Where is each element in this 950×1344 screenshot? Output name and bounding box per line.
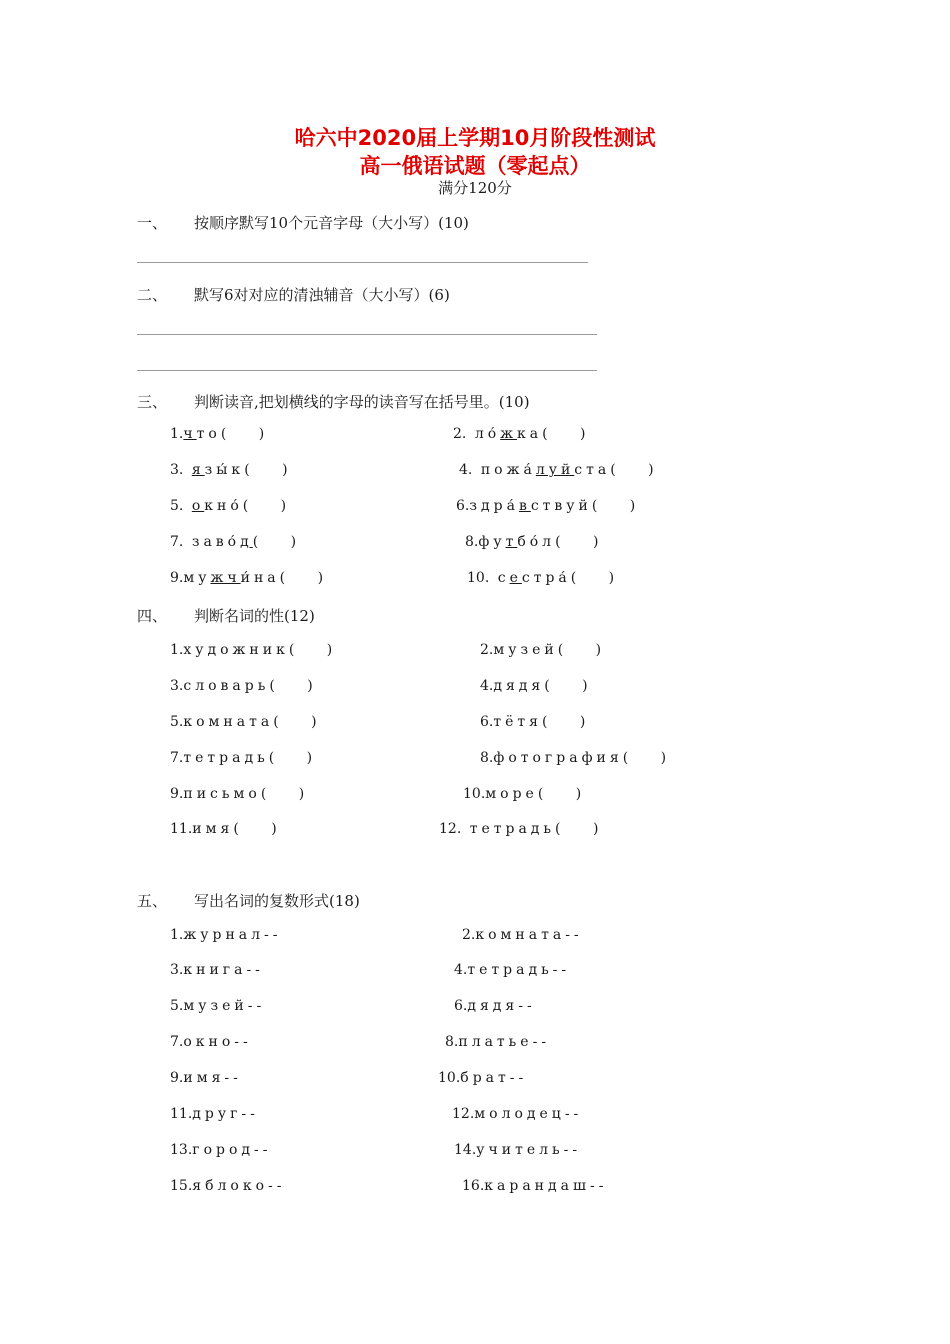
answer-blank[interactable]: ( )	[279, 570, 338, 586]
section-4-heading	[137, 605, 737, 625]
answer-blank[interactable]: ( )	[570, 570, 629, 586]
plural-item: 8.платье--	[445, 1034, 551, 1050]
answer-blank[interactable]: ( )	[242, 498, 301, 514]
plural-item: 15.яблоко--	[170, 1178, 286, 1194]
section-1-heading	[137, 212, 737, 232]
underlined-letter: д	[240, 534, 253, 550]
answer-blank[interactable]: ( )	[591, 498, 650, 514]
pronunciation-item: 8.футбо́л( )	[465, 534, 613, 550]
pronunciation-item: 6.здра́вствуй( )	[456, 498, 650, 514]
plural-item: 4.тетрадь--	[454, 962, 571, 978]
answer-blank[interactable]: ( )	[544, 678, 602, 694]
pronunciation-item: 7. заво́д( )	[170, 534, 311, 550]
answer-blank[interactable]: ( )	[233, 821, 291, 837]
answer-blank[interactable]: ( )	[268, 750, 327, 766]
title-line-1: 哈六中2020届上学期10月阶段性测试	[294, 126, 656, 150]
answer-blank[interactable]: ( )	[273, 714, 331, 730]
section-text: 判断名词的性(12)	[194, 607, 315, 625]
plural-item: 12.молодец--	[452, 1106, 583, 1122]
pronunciation-item: 4. пожа́луйста( )	[459, 462, 668, 478]
answer-field[interactable]: молодец--	[474, 1106, 583, 1122]
plural-item: 13.город--	[170, 1142, 272, 1158]
gender-item: 8.фотография( )	[480, 750, 681, 766]
answer-field[interactable]: тетрадь--	[467, 962, 571, 978]
answer-field[interactable]: друг--	[192, 1106, 259, 1122]
section-number: 一、	[137, 214, 168, 232]
section-number: 四、	[137, 607, 168, 625]
answer-blank[interactable]: ( )	[557, 642, 616, 658]
answer-field[interactable]: яблоко--	[192, 1178, 286, 1194]
score-label: 满分120分	[438, 179, 512, 197]
section-text: 默写6对对应的清浊辅音（大小写）(6)	[194, 286, 450, 304]
gender-item: 1.художник( )	[170, 642, 347, 658]
answer-blank[interactable]: ( )	[537, 786, 596, 802]
answer-field[interactable]: дядя--	[467, 998, 536, 1014]
answer-blank[interactable]: ( )	[220, 426, 279, 442]
plural-item: 5.музей--	[170, 998, 266, 1014]
section-text: 判断读音,把划横线的字母的读音写在括号里。(10)	[194, 393, 530, 411]
answer-blank[interactable]: ( )	[260, 786, 319, 802]
answer-blank[interactable]: ( )	[555, 821, 613, 837]
section-number: 二、	[137, 286, 168, 304]
answer-field[interactable]: город--	[192, 1142, 272, 1158]
answer-field[interactable]: книга--	[183, 962, 264, 978]
answer-blank[interactable]: ( )	[244, 462, 302, 478]
answer-blank[interactable]: ( )	[610, 462, 668, 478]
plural-item: 16.карандаш--	[462, 1178, 608, 1194]
gender-item: 10.море( )	[463, 786, 596, 802]
section-2-heading	[137, 284, 737, 304]
pronunciation-item: 1.что( )	[170, 426, 279, 442]
answer-field[interactable]: платье--	[458, 1034, 551, 1050]
answer-line[interactable]	[137, 262, 588, 263]
answer-line[interactable]	[137, 370, 597, 371]
underlined-letter: я	[191, 462, 205, 478]
plural-item: 6.дядя--	[454, 998, 536, 1014]
section-number: 五、	[137, 892, 168, 910]
section-text: 按顺序默写10个元音字母（大小写）(10)	[194, 214, 469, 232]
pronunciation-item: 2. ло́жка( )	[453, 426, 600, 442]
gender-item: 5.комната( )	[170, 714, 331, 730]
answer-field[interactable]: музей--	[183, 998, 266, 1014]
answer-field[interactable]: имя--	[183, 1070, 242, 1086]
plural-item: 3.книга--	[170, 962, 264, 978]
gender-item: 4.дядя( )	[480, 678, 602, 694]
section-number: 三、	[137, 393, 168, 411]
section-5-heading	[137, 890, 737, 910]
gender-item: 6.тётя( )	[480, 714, 600, 730]
section-3-heading	[137, 391, 837, 411]
underlined-letter: ж	[500, 426, 518, 442]
plural-item: 9.имя--	[170, 1070, 242, 1086]
answer-field[interactable]: окно--	[183, 1034, 252, 1050]
answer-blank[interactable]: ( )	[269, 678, 327, 694]
gender-item: 12. тетрадь( )	[439, 821, 613, 837]
plural-item: 7.окно--	[170, 1034, 252, 1050]
plural-item: 2.комната--	[462, 927, 583, 943]
gender-item: 3.словарь( )	[170, 678, 327, 694]
underlined-letter: т	[505, 534, 518, 550]
answer-field[interactable]: журнал--	[183, 927, 282, 943]
plural-item: 11.друг--	[170, 1106, 259, 1122]
plural-item: 1.журнал--	[170, 927, 282, 943]
answer-field[interactable]: карандаш--	[484, 1178, 608, 1194]
underlined-letter: в	[518, 498, 531, 514]
answer-field[interactable]: брат--	[460, 1070, 528, 1086]
gender-item: 9.письмо( )	[170, 786, 319, 802]
underlined-letter: жч	[210, 570, 241, 586]
pronunciation-item: 9.мужчи́на( )	[170, 570, 338, 586]
answer-blank[interactable]: ( )	[555, 534, 613, 550]
plural-item: 10.брат--	[438, 1070, 528, 1086]
gender-item: 7.тетрадь( )	[170, 750, 327, 766]
answer-line[interactable]	[137, 334, 597, 335]
gender-item: 2.музей( )	[480, 642, 616, 658]
gender-item: 11.имя( )	[170, 821, 291, 837]
pronunciation-item: 10. сестра́( )	[467, 570, 629, 586]
underlined-letter: ч	[183, 426, 197, 442]
answer-field[interactable]: учитель--	[476, 1142, 582, 1158]
plural-item: 14.учитель--	[454, 1142, 582, 1158]
pronunciation-item: 5. окно́( )	[170, 498, 301, 514]
answer-blank[interactable]: ( )	[252, 534, 311, 550]
answer-field[interactable]: комната--	[475, 927, 583, 943]
answer-blank[interactable]: ( )	[622, 750, 681, 766]
underlined-letter: о	[191, 498, 205, 514]
answer-blank[interactable]: ( )	[542, 426, 600, 442]
underlined-letter: луй	[535, 462, 575, 478]
title-line-2: 高一俄语试题（零起点）	[359, 154, 591, 178]
pronunciation-item: 3. язы́к( )	[170, 462, 302, 478]
underlined-letter: е	[509, 570, 522, 586]
answer-blank[interactable]: ( )	[541, 714, 600, 730]
section-text: 写出名词的复数形式(18)	[194, 892, 360, 910]
answer-blank[interactable]: ( )	[288, 642, 347, 658]
